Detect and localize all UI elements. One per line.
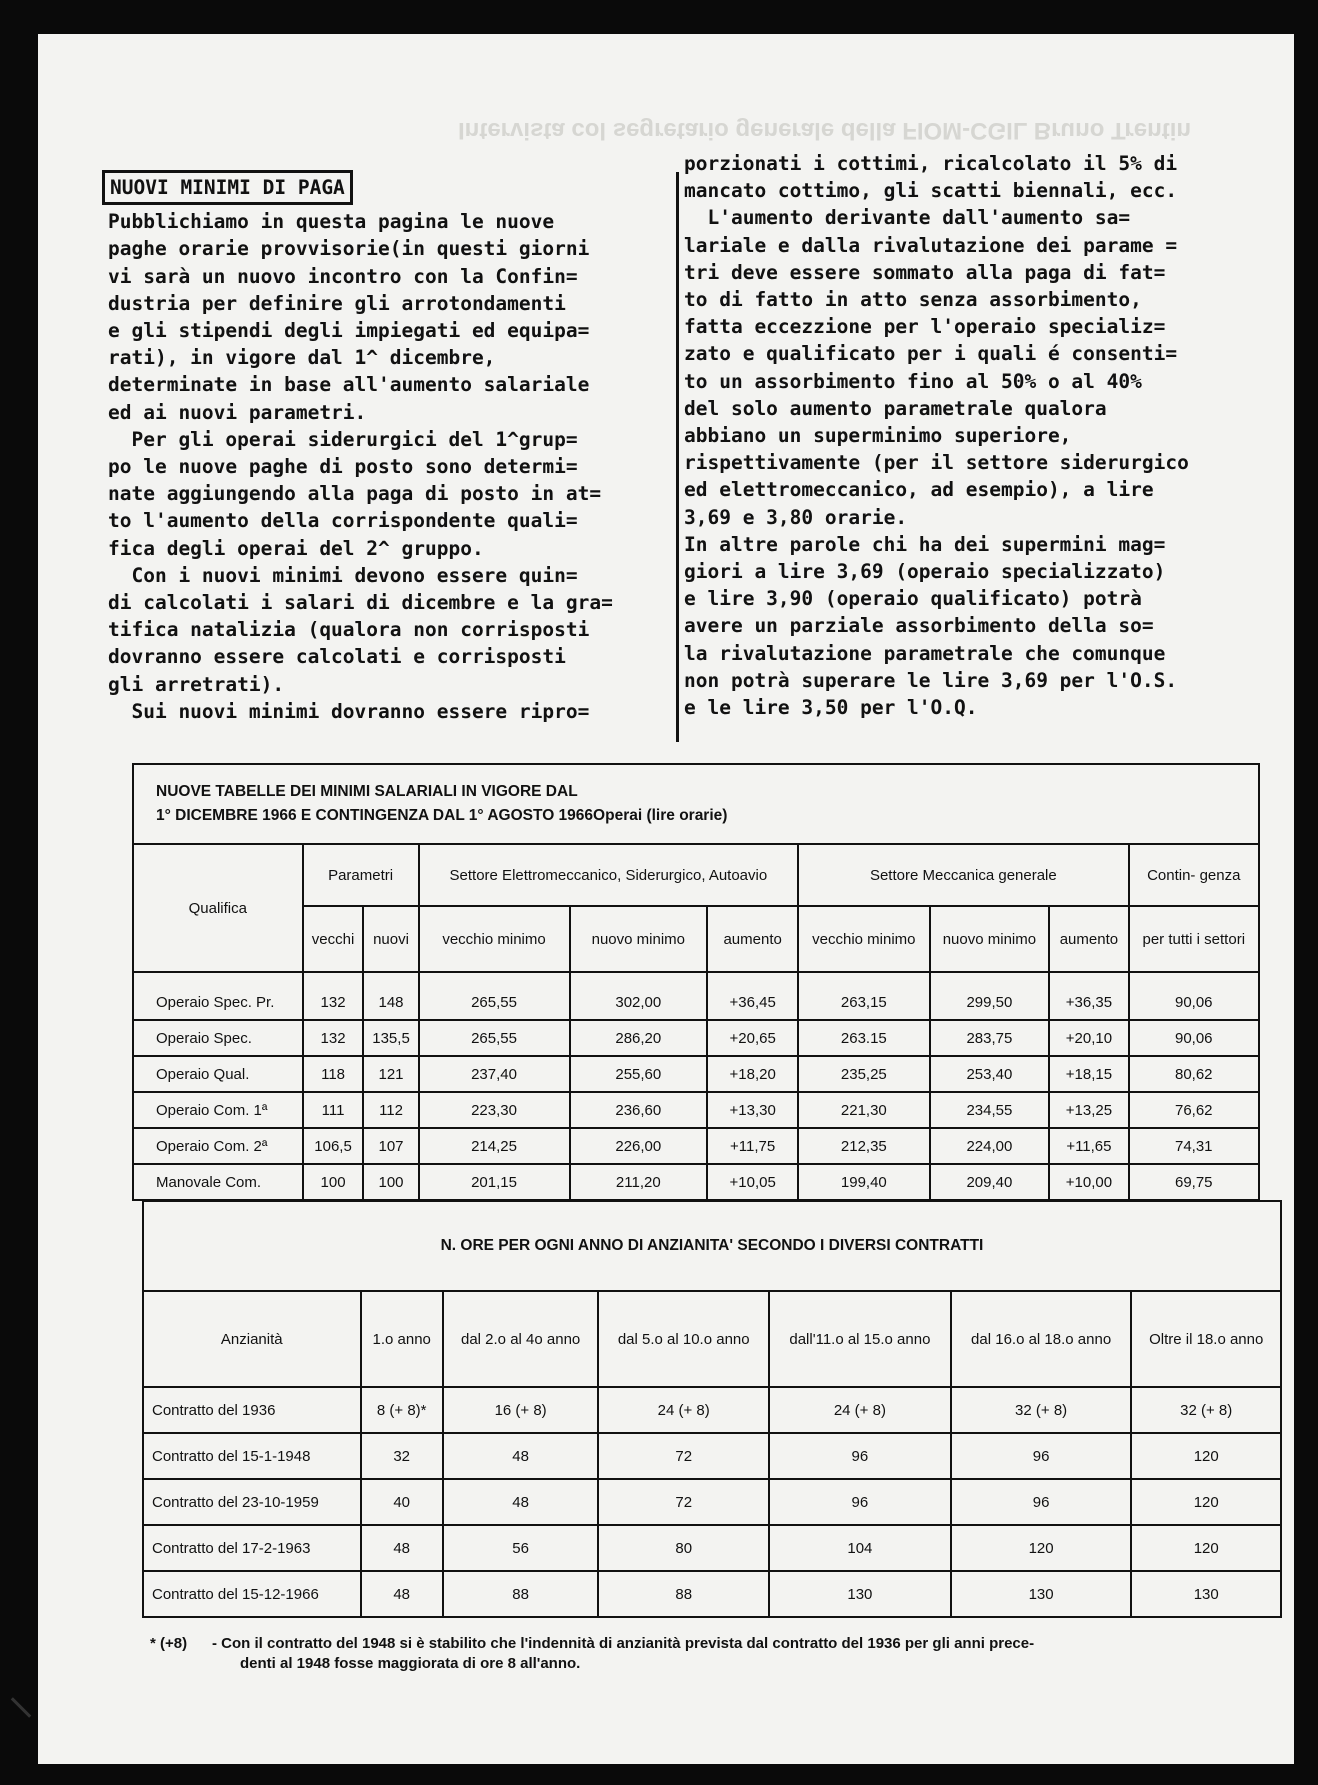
value-cell: 221,30 (798, 1092, 929, 1128)
value-cell: 16 (+ 8) (443, 1387, 599, 1433)
table-row (133, 972, 1259, 1020)
table-row (133, 1164, 1259, 1200)
value-cell: 48 (361, 1525, 443, 1571)
header-settore-mecc: Settore Meccanica generale (798, 844, 1128, 906)
text-line: In altre parole chi ha dei supermini mag= (684, 532, 1166, 556)
value-cell: 148 (363, 972, 418, 1020)
header-contingenza: Contin- genza (1129, 844, 1259, 906)
value-cell: 223,30 (419, 1092, 570, 1128)
table-row (143, 1571, 1281, 1617)
value-cell: 8 (+ 8)* (361, 1387, 443, 1433)
value-cell: 100 (303, 1164, 364, 1200)
text-line: e le lire 3,50 per l'O.Q. (684, 696, 978, 720)
value-cell: 299,50 (930, 972, 1050, 1020)
value-cell: 40 (361, 1479, 443, 1525)
value-cell: 234,55 (930, 1092, 1050, 1128)
page-corner-mark (11, 1697, 32, 1718)
value-cell: 120 (1131, 1479, 1281, 1525)
text-line: to un assorbimento fino al 50% o al 40% (684, 369, 1142, 393)
value-cell: 90,06 (1129, 1020, 1259, 1056)
value-cell: 72 (598, 1479, 769, 1525)
value-cell: +10,05 (707, 1164, 798, 1200)
text-line: 3,69 e 3,80 orarie. (684, 505, 908, 529)
text-line: Pubblichiamo in questa pagina le nuove (108, 210, 555, 234)
text-line: tri deve essere sommato alla paga di fat= (684, 260, 1166, 284)
text-line: di calcolati i salari di dicembre e la gra= (108, 591, 613, 615)
table-row (133, 1092, 1259, 1128)
contratto-cell: Contratto del 15-1-1948 (143, 1433, 361, 1479)
value-cell: 211,20 (570, 1164, 708, 1200)
value-cell: +36,45 (707, 972, 798, 1020)
text-line: determinate in base all'aumento salariale (108, 373, 590, 397)
footnote-marker: * (+8) (150, 1635, 188, 1652)
value-cell: 24 (+ 8) (598, 1387, 769, 1433)
value-cell: 120 (1131, 1433, 1281, 1479)
value-cell: 226,00 (570, 1128, 708, 1164)
table-row (133, 1056, 1259, 1092)
article-left-column (108, 170, 674, 725)
header-period: 1.o anno (361, 1291, 443, 1387)
value-cell: 32 (+ 8) (951, 1387, 1132, 1433)
text-line: e gli stipendi degli impiegati ed equipa= (108, 319, 590, 343)
header-period: dal 5.o al 10.o anno (598, 1291, 769, 1387)
value-cell: 96 (951, 1433, 1132, 1479)
text-line: L'aumento derivante dall'aumento sa= (684, 206, 1131, 230)
value-cell: +13,25 (1049, 1092, 1128, 1128)
text-line: la rivalutazione parametrale che comunque (684, 641, 1166, 665)
value-cell: 48 (443, 1479, 599, 1525)
table-row (143, 1479, 1281, 1525)
value-cell: 72 (598, 1433, 769, 1479)
value-cell: 76,62 (1129, 1092, 1259, 1128)
text-line: e lire 3,90 (operaio qualificato) potrà (684, 587, 1142, 611)
table-row (143, 1525, 1281, 1571)
table-row (133, 1020, 1259, 1056)
header-per-tutti: per tutti i settori (1129, 906, 1259, 972)
value-cell: 132 (303, 972, 364, 1020)
value-cell: +18,20 (707, 1056, 798, 1092)
value-cell: 255,60 (570, 1056, 708, 1092)
value-cell: 130 (769, 1571, 951, 1617)
text-line: gli arretrati). (108, 672, 285, 696)
value-cell: 112 (363, 1092, 418, 1128)
value-cell: +13,30 (707, 1092, 798, 1128)
header-nuovi: nuovi (363, 906, 418, 972)
anzianita-table (142, 1200, 1282, 1618)
value-cell: 263,15 (798, 972, 929, 1020)
contratto-cell: Contratto del 1936 (143, 1387, 361, 1433)
value-cell: 236,60 (570, 1092, 708, 1128)
table-row (133, 1128, 1259, 1164)
value-cell: 88 (598, 1571, 769, 1617)
header-settore-elettro: Settore Elettromeccanico, Siderurgico, Autoavio (419, 844, 799, 906)
text-line: fica degli operai del 2^ gruppo. (108, 536, 484, 560)
text-line: ed elettromeccanico, ad esempio), a lire (684, 478, 1154, 502)
value-cell: 130 (951, 1571, 1132, 1617)
qualifica-cell: Operaio Spec. Pr. (133, 972, 303, 1020)
header-parametri: Parametri (303, 844, 419, 906)
text-line: del solo aumento parametrale qualora (684, 396, 1107, 420)
bleed-through-text: Intervista col segretario generale della FIOM-CGIL Bruno Trentin (458, 117, 1192, 144)
footnote-line: denti al 1948 fosse maggiorata di ore 8 all'anno. (240, 1655, 581, 1672)
minimi-salariali-table (132, 763, 1260, 1201)
right-column-text (684, 150, 1304, 721)
header-anzianita: Anzianità (143, 1291, 361, 1387)
value-cell: +18,15 (1049, 1056, 1128, 1092)
value-cell: 199,40 (798, 1164, 929, 1200)
value-cell: 209,40 (930, 1164, 1050, 1200)
text-line: mancato cottimo, gli scatti biennali, ecc. (684, 179, 1178, 203)
header-aumento: aumento (1049, 906, 1128, 972)
value-cell: 96 (951, 1479, 1132, 1525)
header-period: dall'11.o al 15.o anno (769, 1291, 951, 1387)
header-nuovo-minimo: nuovo minimo (570, 906, 708, 972)
value-cell: 107 (363, 1128, 418, 1164)
value-cell: 96 (769, 1479, 951, 1525)
value-cell: 237,40 (419, 1056, 570, 1092)
value-cell: +20,10 (1049, 1020, 1128, 1056)
value-cell: 48 (361, 1571, 443, 1617)
table1-title: NUOVE TABELLE DEI MINIMI SALARIALI IN VIGORE DAL 1° DICEMBRE 1966 E CONTINGENZA DAL 1° AGOSTO 1966Operai (lire orarie) (133, 764, 1259, 844)
table2-title: N. ORE PER OGNI ANNO DI ANZIANITA' SECONDO I DIVERSI CONTRATTI (143, 1201, 1281, 1291)
value-cell: 24 (+ 8) (769, 1387, 951, 1433)
value-cell: 120 (1131, 1525, 1281, 1571)
value-cell: 283,75 (930, 1020, 1050, 1056)
footnote-line: - Con il contratto del 1948 si è stabilito che l'indennità di anzianità prevista dal contratto del 1936 per gli anni prece- (212, 1635, 1035, 1652)
text-line: to di fatto in atto senza assorbimento, (684, 288, 1142, 312)
value-cell: 132 (303, 1020, 364, 1056)
value-cell: 201,15 (419, 1164, 570, 1200)
header-vecchio-minimo: vecchio minimo (798, 906, 929, 972)
contratto-cell: Contratto del 23-10-1959 (143, 1479, 361, 1525)
header-period: dal 2.o al 4o anno (443, 1291, 599, 1387)
text-line: fatta eccezzione per l'operaio specializ= (684, 315, 1166, 339)
text-line: ed ai nuovi parametri. (108, 400, 367, 424)
value-cell: 111 (303, 1092, 364, 1128)
text-line: avere un parziale assorbimento della so= (684, 614, 1154, 638)
qualifica-cell: Operaio Qual. (133, 1056, 303, 1092)
value-cell: 286,20 (570, 1020, 708, 1056)
value-cell: 104 (769, 1525, 951, 1571)
text-line: giori a lire 3,69 (operaio specializzato) (684, 560, 1166, 584)
text-line: Con i nuovi minimi devono essere quin= (108, 563, 578, 587)
qualifica-cell: Operaio Spec. (133, 1020, 303, 1056)
article-headline: NUOVI MINIMI DI PAGA (102, 170, 353, 205)
header-aumento: aumento (707, 906, 798, 972)
value-cell: 135,5 (363, 1020, 418, 1056)
value-cell: 80,62 (1129, 1056, 1259, 1092)
value-cell: 212,35 (798, 1128, 929, 1164)
contratto-cell: Contratto del 17-2-1963 (143, 1525, 361, 1571)
text-line: paghe orarie provvisorie(in questi giorni (108, 237, 590, 261)
value-cell: 32 (+ 8) (1131, 1387, 1281, 1433)
header-vecchi: vecchi (303, 906, 364, 972)
column-divider (676, 172, 679, 742)
value-cell: 74,31 (1129, 1128, 1259, 1164)
value-cell: 90,06 (1129, 972, 1259, 1020)
text-line: po le nuove paghe di posto sono determi= (108, 455, 578, 479)
value-cell: 106,5 (303, 1128, 364, 1164)
footnote (150, 1634, 1250, 1674)
value-cell: +20,65 (707, 1020, 798, 1056)
header-period: Oltre il 18.o anno (1131, 1291, 1281, 1387)
qualifica-cell: Operaio Com. 1ª (133, 1092, 303, 1128)
table-row (143, 1433, 1281, 1479)
value-cell: 56 (443, 1525, 599, 1571)
value-cell: +11,65 (1049, 1128, 1128, 1164)
value-cell: 263.15 (798, 1020, 929, 1056)
contratto-cell: Contratto del 15-12-1966 (143, 1571, 361, 1617)
value-cell: 88 (443, 1571, 599, 1617)
text-line: lariale e dalla rivalutazione dei parame = (684, 233, 1178, 257)
text-line: tifica natalizia (qualora non corrisposti (108, 618, 590, 642)
value-cell: 121 (363, 1056, 418, 1092)
value-cell: 96 (769, 1433, 951, 1479)
header-period: dal 16.o al 18.o anno (951, 1291, 1132, 1387)
value-cell: +11,75 (707, 1128, 798, 1164)
article-right-column (684, 150, 1304, 721)
text-line: Sui nuovi minimi dovranno essere ripro= (108, 699, 590, 723)
text-line: Per gli operai siderurgici del 1^grup= (108, 427, 578, 451)
text-line: zato e qualificato per i quali é consenti= (684, 342, 1178, 366)
text-line: non potrà superare le lire 3,69 per l'O.S. (684, 668, 1178, 692)
value-cell: 118 (303, 1056, 364, 1092)
text-line: nate aggiungendo alla paga di posto in at= (108, 482, 602, 506)
left-column-text (108, 208, 674, 725)
value-cell: 48 (443, 1433, 599, 1479)
value-cell: 80 (598, 1525, 769, 1571)
text-line: rispettivamente (per il settore siderurgico (684, 451, 1189, 475)
value-cell: 100 (363, 1164, 418, 1200)
value-cell: 265,55 (419, 972, 570, 1020)
value-cell: 69,75 (1129, 1164, 1259, 1200)
text-line: dovranno essere calcolati e corrisposti (108, 645, 566, 669)
value-cell: 130 (1131, 1571, 1281, 1617)
value-cell: +36,35 (1049, 972, 1128, 1020)
value-cell: 120 (951, 1525, 1132, 1571)
value-cell: 265,55 (419, 1020, 570, 1056)
value-cell: 32 (361, 1433, 443, 1479)
value-cell: +10,00 (1049, 1164, 1128, 1200)
text-line: vi sarà un nuovo incontro con la Confin= (108, 264, 578, 288)
qualifica-cell: Operaio Com. 2ª (133, 1128, 303, 1164)
header-qualifica: Qualifica (133, 844, 303, 972)
text-line: abbiano un superminimo superiore, (684, 424, 1072, 448)
value-cell: 214,25 (419, 1128, 570, 1164)
text-line: to l'aumento della corrispondente quali= (108, 509, 578, 533)
qualifica-cell: Manovale Com. (133, 1164, 303, 1200)
header-vecchio-minimo: vecchio minimo (419, 906, 570, 972)
text-line: porzionati i cottimi, ricalcolato il 5% di (684, 152, 1178, 175)
table-row (143, 1387, 1281, 1433)
value-cell: 235,25 (798, 1056, 929, 1092)
value-cell: 302,00 (570, 972, 708, 1020)
text-line: rati), in vigore dal 1^ dicembre, (108, 346, 496, 370)
text-line: dustria per definire gli arrotondamenti (108, 291, 566, 315)
value-cell: 253,40 (930, 1056, 1050, 1092)
header-nuovo-minimo: nuovo minimo (930, 906, 1050, 972)
value-cell: 224,00 (930, 1128, 1050, 1164)
